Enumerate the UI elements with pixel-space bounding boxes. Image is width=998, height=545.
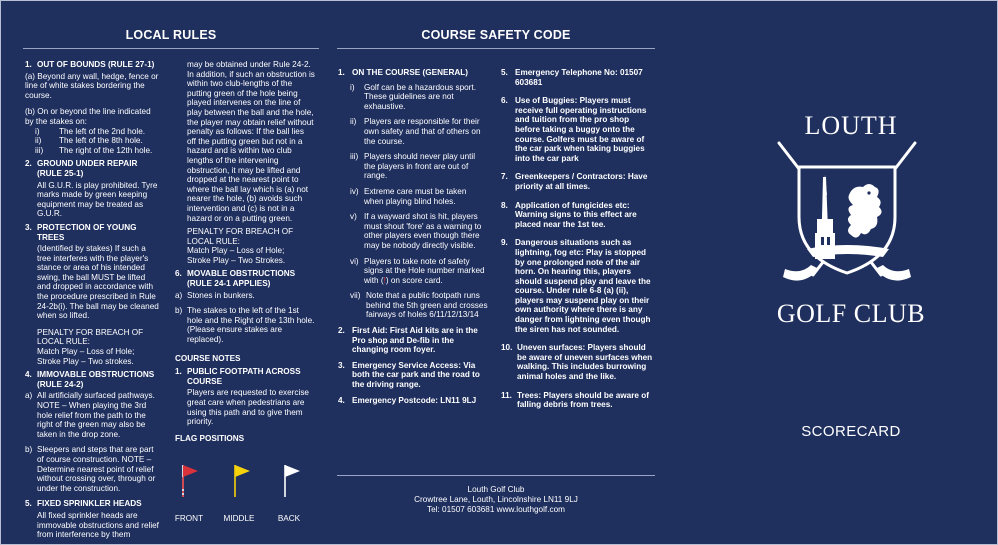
oob-b-i: i) The left of the 2nd hole. [35, 126, 146, 136]
flag-middle: MIDDLE [219, 463, 259, 523]
penalty-2-match: Match Play – Loss of Hole; [187, 246, 285, 256]
footer-address: Crowtree Lane, Louth, Lincolnshire LN11 9LJ [414, 495, 578, 504]
safety-title: COURSE SAFETY CODE [421, 28, 571, 42]
course-notes-title: COURSE NOTES [175, 353, 241, 363]
safety-col1 [338, 68, 488, 411]
safety-v: v) If a wayward shot is hit, players must shout 'fore' as a warning to other players even though there may be nobody directly visible. [350, 212, 482, 250]
flag-positions-title: FLAG POSITIONS [175, 433, 245, 443]
safety-greenkeepers: 7. Greenkeepers / Contractors: Have priority at all times. [501, 172, 648, 191]
oob-b: (b) On or beyond the line indicated by the stakes on: [25, 107, 151, 126]
safety-i: i) Golf can be a hazardous sport. These guidelines are not exhaustive. [350, 82, 476, 111]
safety-vii: vii) Note that a public footpath runs behind the 5th green and crosses fairways of holes 6/11/12/13/14 [350, 291, 488, 320]
safety-emergency-postcode: 4. Emergency Postcode: LN11 9LJ [338, 395, 477, 405]
footer-divider [337, 475, 655, 476]
club-footer [337, 485, 655, 515]
safety-iv: iv) Extreme care must be taken when playing blind holes. [350, 186, 467, 206]
penalty-1: PENALTY FOR BREACH OF LOCAL RULE: [37, 327, 144, 347]
local-rules-col1 [25, 60, 161, 540]
safety-divider [337, 48, 655, 49]
imm-a: a) All artificially surfaced pathways. NOTE – When playing the 3rd hole relief from the path to the right of the green may also be taken in the drop zone. [25, 391, 155, 439]
safety-buggies: 6. Use of Buggies: Players must receive full operating instructions and tuition from the pro shop before taking a buggy onto the course. Golfers must be aware of the car park when taking buggies into the car park [501, 96, 647, 163]
footer-club-name: Louth Golf Club [467, 485, 525, 494]
local-rules-col2 [175, 60, 315, 443]
rule-movable-obstructions: 6. MOVABLE OBSTRUCTIONS (RULE 24-1 APPLIES) [175, 269, 296, 289]
rule-young-trees: 3. PROTECTION OF YOUNG TREES [25, 222, 137, 242]
safety-fungicides: 8. Application of fungicides etc: Warning signs to this effect are placed near the 1st tee. [501, 200, 637, 229]
local-rules-divider [23, 48, 319, 49]
oob-b-iii: iii) The right of the 12th hole. [35, 145, 153, 155]
safety-ii: ii) Players are responsible for their own safety and that of others on the course. [350, 117, 481, 146]
flag-back: BACK [269, 463, 309, 523]
safety-emergency-phone: 5. Emergency Telephone No: 01507 603681 [501, 68, 643, 87]
scorecard-title: SCORECARD [801, 423, 901, 440]
mov-a: a) Stones in bunkers. [175, 290, 255, 300]
safety-trees: 11. Trees: Players should be aware of falling debris from trees. [501, 390, 649, 410]
safety-on-course: 1. ON THE COURSE (GENERAL) [338, 68, 468, 77]
sprinkler-text: All fixed sprinkler heads are immovable obstructions and relief from interference by them [37, 510, 159, 540]
safety-iii: iii) Players should never play until the players in front are out of range. [350, 152, 476, 181]
club-crest-icon [771, 137, 923, 297]
safety-dangerous-situations: 9. Dangerous situations such as lightning, fog etc: Play is stopped by one prolonged note of the air horn. On hearing this, players should suspend play and leave the course. Under rule 6-8 (a) (ii), players may suspend play on their own authority where there is any danger from lightning even though the siren has not sounded. [501, 238, 651, 334]
safety-col2 [501, 68, 653, 416]
mov-b: b) The stakes to the left of the 1st hole and the Right of the 13th hole. (Please ensure stakes are replaced). [175, 306, 315, 345]
safety-uneven-surfaces: 10. Uneven surfaces: Players should be aware of uneven surfaces when walking. This includes burrowing animal holes and the like. [501, 343, 653, 382]
warning-mark-icon: ! [383, 275, 386, 285]
flag-middle-icon [227, 463, 251, 511]
rule-immovable-obstructions: 4. IMMOVABLE OBSTRUCTIONS (RULE 24-2) [25, 370, 155, 389]
safety-first-aid: 2. First Aid: First Aid kits are in the Pro shop and De-fib in the changing room foyer. [338, 326, 478, 355]
footer-contact: Tel: 01507 603681 www.louthgolf.com [427, 505, 565, 514]
safety-emergency-access: 3. Emergency Service Access: Via both the car park and the road to the driving range. [338, 360, 480, 390]
penalty-2-stroke: Stroke Play – Two Strokes. [187, 255, 286, 265]
oob-b-ii: ii) The left of the 8th hole. [35, 136, 143, 146]
footpath-text: Players are requested to exercise great care when pedestrians are using this path and to give them priority. [187, 388, 309, 427]
trees-text: (Identified by stakes) If such a tree interferes with the player's stance or area of his intended swing, the ball MUST be lifted and dropped in accordance with the procedure prescribed in Rule 24-2b(i). The ball may be cleaned when so lifted. [37, 244, 159, 321]
gur-text: All G.U.R. is play prohibited. Tyre marks made by green keeping equipment may be treated as G.U.R. [37, 180, 158, 219]
flag-back-icon [277, 463, 301, 511]
brand-golf-club: GOLF CLUB [776, 299, 926, 328]
oob-a: (a) Beyond any wall, hedge, fence or line of white stakes bordering the course. [25, 71, 159, 100]
flag-front-icon [177, 463, 201, 511]
rule-sprinkler-heads: 5. FIXED SPRINKLER HEADS [25, 499, 142, 509]
penalty-1-stroke: Stroke Play – Two strokes. [37, 356, 134, 366]
rule-out-of-bounds: 1. OUT OF BOUNDS (RULE 27-1) [25, 60, 155, 69]
rule-ground-under-repair: 2. GROUND UNDER REPAIR (RULE 25-1) [25, 159, 138, 178]
note-public-footpath: 1. PUBLIC FOOTPATH ACROSS COURSE [175, 367, 301, 386]
safety-vi: vi) Players to take note of safety signs at the Hole number marked with (!) on score card. [350, 256, 485, 285]
sprinkler-continued: may be obtained under Rule 24-2. In addition, if such an obstruction is within two club-lengths of the putting green of the hole being played intervenes on the line of play between the ball and the hole, the player may obtain relief without penalty as follows: If the ball lies off the putting green but not in a hazard and is within two club lengths of the intervening obstruction, it may be lifted and dropped at the nearest point to where the ball lay which is (a) not nearer the hole, (b) avoids such intervention and (c) is not in a hazard or on a putting green. [187, 60, 315, 223]
brand-louth: LOUTH [804, 111, 898, 140]
penalty-2: PENALTY FOR BREACH OF LOCAL RULE: [187, 227, 294, 246]
flag-positions [173, 463, 313, 533]
local-rules-title: LOCAL RULES [125, 28, 217, 42]
penalty-1-match: Match Play – Loss of Hole; [37, 347, 135, 357]
imm-b: b) Sleepers and steps that are part of course construction. NOTE – Determine nearest point of relief without crossing over, through or under the construction. [25, 445, 156, 493]
flag-front: FRONT [169, 463, 209, 523]
